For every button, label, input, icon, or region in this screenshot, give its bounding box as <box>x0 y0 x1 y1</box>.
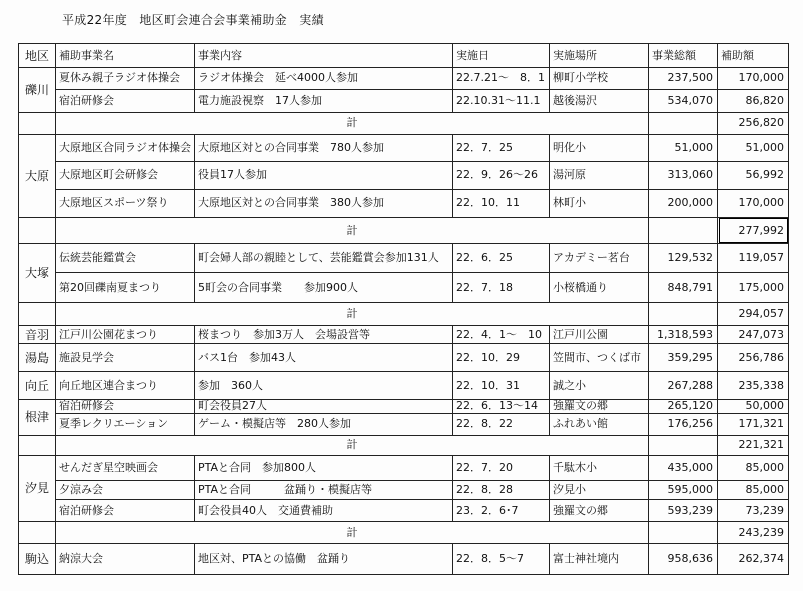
subtotal-value: 277,992 <box>718 217 789 243</box>
project-name-cell: せんだぎ星空映画会 <box>56 455 195 480</box>
district-cell: 大塚 <box>19 244 56 303</box>
content-cell: ゲーム・模擬店等 280人参加 <box>195 413 453 435</box>
project-name-cell: 大原地区合同ラジオ体操会 <box>56 134 195 161</box>
project-name-cell: 宿泊研修会 <box>56 89 195 112</box>
district-cell: 向丘 <box>19 372 56 399</box>
subsidy-cell: 262,374 <box>718 544 789 575</box>
subtotal-row <box>19 522 789 544</box>
place-cell: 笠間市、つくば市 <box>550 343 649 371</box>
project-name-cell: 夕涼み会 <box>56 480 195 500</box>
content-cell: 町会役員27人 <box>195 399 453 413</box>
place-cell: 強羅文の郷 <box>550 500 649 522</box>
project-name-cell: 伝統芸能鑑賞会 <box>56 244 195 272</box>
date-cell: 22．4．1～ 10 <box>453 326 550 344</box>
project-name-cell: 向丘地区連合まつり <box>56 372 195 399</box>
content-cell: 5町会の合同事業 参加900人 <box>195 272 453 303</box>
table-row <box>19 399 789 413</box>
date-cell: 22．7．20 <box>453 455 550 480</box>
content-cell: 町会婦人部の親睦として、芸能鑑賞会参加131人 <box>195 244 453 272</box>
content-cell: 大原地区対との合同事業 380人参加 <box>195 189 453 217</box>
header-total: 事業総額 <box>649 44 718 68</box>
subtotal-row <box>19 217 789 243</box>
date-cell: 22．7．25 <box>453 134 550 161</box>
date-cell: 22．10．29 <box>453 343 550 371</box>
content-cell: バス1台 参加43人 <box>195 343 453 371</box>
header-subsidy: 補助額 <box>718 44 789 68</box>
subsidy-cell: 170,000 <box>718 189 789 217</box>
total-cell: 593,239 <box>649 500 718 522</box>
date-cell: 22．8．5～7 <box>453 544 550 575</box>
table-row <box>19 244 789 272</box>
header-date: 実施日 <box>453 44 550 68</box>
place-cell: 越後湯沢 <box>550 89 649 112</box>
total-cell: 265,120 <box>649 399 718 413</box>
subtotal-label: 計 <box>56 522 649 544</box>
table-row <box>19 162 789 189</box>
subtotal-value: 221,321 <box>718 435 789 455</box>
table-row <box>19 134 789 161</box>
subsidy-cell: 119,057 <box>718 244 789 272</box>
table-row <box>19 372 789 399</box>
project-name-cell: 第20回礫南夏まつり <box>56 272 195 303</box>
subsidy-cell: 85,000 <box>718 455 789 480</box>
subsidy-cell: 85,000 <box>718 480 789 500</box>
content-cell: 地区対、PTAとの協働 盆踊り <box>195 544 453 575</box>
district-cell: 礫川 <box>19 68 56 113</box>
table-header-row <box>19 44 789 68</box>
subtotal-row <box>19 303 789 326</box>
content-cell: 町会役員40人 交通費補助 <box>195 500 453 522</box>
total-cell: 958,636 <box>649 544 718 575</box>
total-cell: 534,070 <box>649 89 718 112</box>
place-cell: 柳町小学校 <box>550 68 649 90</box>
place-cell: 千駄木小 <box>550 455 649 480</box>
subsidy-cell: 50,000 <box>718 399 789 413</box>
place-cell: 小桜橋通り <box>550 272 649 303</box>
subsidy-cell: 256,786 <box>718 343 789 371</box>
subtotal-value: 294,057 <box>718 303 789 326</box>
district-cell: 湯島 <box>19 343 56 371</box>
subtotal-label: 計 <box>56 217 649 243</box>
place-cell: 林町小 <box>550 189 649 217</box>
subsidy-cell: 73,239 <box>718 500 789 522</box>
place-cell: 富士神社境内 <box>550 544 649 575</box>
date-cell: 22．10．11 <box>453 189 550 217</box>
place-cell: 明化小 <box>550 134 649 161</box>
date-cell: 22．6．13～14 <box>453 399 550 413</box>
table-row <box>19 89 789 112</box>
date-cell: 22．8．28 <box>453 480 550 500</box>
project-name-cell: 施設見学会 <box>56 343 195 371</box>
district-cell: 根津 <box>19 399 56 435</box>
date-cell: 22．7．18 <box>453 272 550 303</box>
subtotal-value: 243,239 <box>718 522 789 544</box>
header-project-name: 補助事業名 <box>56 44 195 68</box>
table-row <box>19 480 789 500</box>
total-cell: 237,500 <box>649 68 718 90</box>
table-row <box>19 343 789 371</box>
district-cell: 音羽 <box>19 326 56 344</box>
subsidy-cell: 56,992 <box>718 162 789 189</box>
table-row <box>19 189 789 217</box>
subtotal-label: 計 <box>56 303 649 326</box>
total-cell: 51,000 <box>649 134 718 161</box>
total-cell: 1,318,593 <box>649 326 718 344</box>
table-row <box>19 544 789 575</box>
project-name-cell: 大原地区スポーツ祭り <box>56 189 195 217</box>
subsidy-cell: 170,000 <box>718 68 789 90</box>
content-cell: 電力施設視察 17人参加 <box>195 89 453 112</box>
total-cell: 595,000 <box>649 480 718 500</box>
project-name-cell: 宿泊研修会 <box>56 500 195 522</box>
date-cell: 22．8．22 <box>453 413 550 435</box>
content-cell: 桜まつり 参加3万人 会場設営等 <box>195 326 453 344</box>
header-place: 実施場所 <box>550 44 649 68</box>
content-cell: 役員17人参加 <box>195 162 453 189</box>
project-name-cell: 江戸川公園花まつり <box>56 326 195 344</box>
subtotal-row <box>19 435 789 455</box>
header-district: 地区 <box>19 44 56 68</box>
district-cell: 汐見 <box>19 455 56 522</box>
subtotal-row <box>19 112 789 134</box>
total-cell: 176,256 <box>649 413 718 435</box>
subsidy-cell: 175,000 <box>718 272 789 303</box>
table-row <box>19 326 789 344</box>
date-cell: 22．10．31 <box>453 372 550 399</box>
document-title: 平成22年度 地区町会連合会事業補助金 実績 <box>62 13 324 27</box>
subsidy-cell: 51,000 <box>718 134 789 161</box>
subsidy-cell: 171,321 <box>718 413 789 435</box>
place-cell: ふれあい館 <box>550 413 649 435</box>
project-name-cell: 納涼大会 <box>56 544 195 575</box>
subtotal-label: 計 <box>56 435 649 455</box>
subtotal-value: 256,820 <box>718 112 789 134</box>
project-name-cell: 夏休み親子ラジオ体操会 <box>56 68 195 90</box>
subsidy-cell: 247,073 <box>718 326 789 344</box>
content-cell: ラジオ体操会 延べ4000人参加 <box>195 68 453 90</box>
total-cell: 129,532 <box>649 244 718 272</box>
project-name-cell: 夏季レクリエーション <box>56 413 195 435</box>
district-cell: 駒込 <box>19 544 56 575</box>
date-cell: 23．2．6･7 <box>453 500 550 522</box>
place-cell: 誠之小 <box>550 372 649 399</box>
date-cell: 22．9．26～26 <box>453 162 550 189</box>
place-cell: 湯河原 <box>550 162 649 189</box>
table-row <box>19 455 789 480</box>
date-cell: 22.10.31～11.1 <box>453 89 550 112</box>
subtotal-label: 計 <box>56 112 649 134</box>
total-cell: 313,060 <box>649 162 718 189</box>
table-row <box>19 272 789 303</box>
total-cell: 435,000 <box>649 455 718 480</box>
subsidy-cell: 235,338 <box>718 372 789 399</box>
place-cell: 汐見小 <box>550 480 649 500</box>
place-cell: 強羅文の郷 <box>550 399 649 413</box>
table-row <box>19 500 789 522</box>
project-name-cell: 大原地区町会研修会 <box>56 162 195 189</box>
table-row <box>19 68 789 90</box>
place-cell: 江戸川公園 <box>550 326 649 344</box>
content-cell: PTAと合同 盆踊り・模擬店等 <box>195 480 453 500</box>
district-cell: 大原 <box>19 134 56 217</box>
place-cell: アカデミー茗台 <box>550 244 649 272</box>
date-cell: 22.7.21～ 8．1 <box>453 68 550 90</box>
content-cell: PTAと合同 参加800人 <box>195 455 453 480</box>
subsidy-cell: 86,820 <box>718 89 789 112</box>
table-row <box>19 413 789 435</box>
total-cell: 359,295 <box>649 343 718 371</box>
content-cell: 参加 360人 <box>195 372 453 399</box>
content-cell: 大原地区対との合同事業 780人参加 <box>195 134 453 161</box>
total-cell: 200,000 <box>649 189 718 217</box>
total-cell: 848,791 <box>649 272 718 303</box>
date-cell: 22．6．25 <box>453 244 550 272</box>
subsidy-table <box>18 43 789 575</box>
header-content: 事業内容 <box>195 44 453 68</box>
project-name-cell: 宿泊研修会 <box>56 399 195 413</box>
total-cell: 267,288 <box>649 372 718 399</box>
